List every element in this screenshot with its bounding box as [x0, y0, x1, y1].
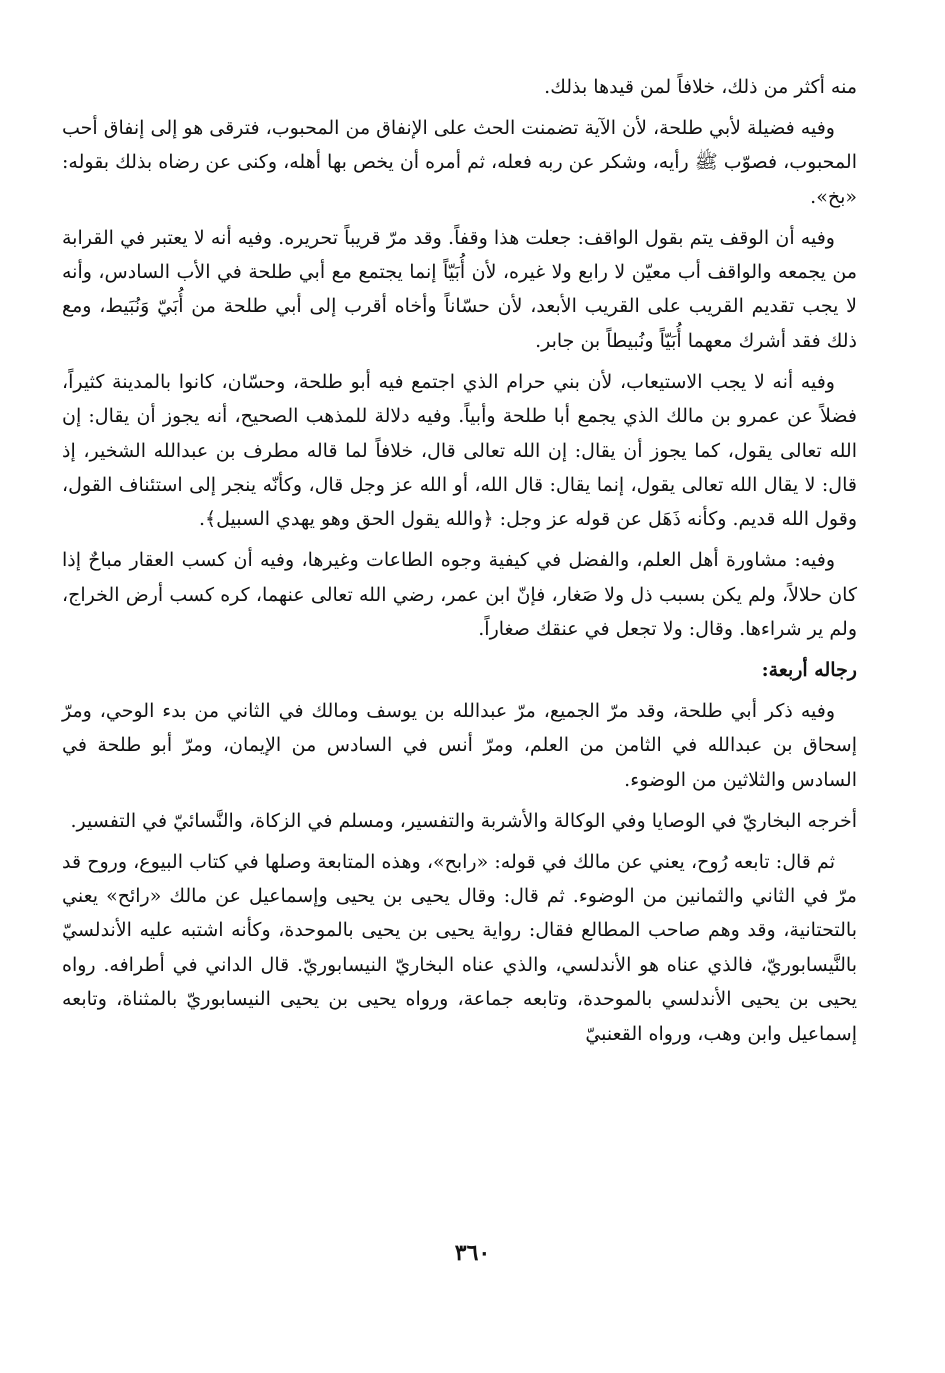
document-body: [62, 70, 857, 1057]
paragraph-1: منه أكثر من ذلك، خلافاً لمن قيدها بذلك.: [544, 76, 857, 98]
paragraph-8: ثم قال: تابعه رُوح، يعني عن مالك في قوله: «رابح»، وهذه المتابعة وصلها في كتاب البيوع، وروح قد مرّ في الثاني والثمانين من الوضوء. ثم قال: وقال يحيى بن يحيى وإسماعيل عن مالك «رائح» يعني بالتحتانية، وقد وهم صاحب المطالع فقال: رواية يحيى بن يحيى بالموحدة، وكأنه اشتبه عليه الأندلسيّ بالنَّيسابوريّ، فالذي عناه هو الأندلسي، والذي عناه البخاريّ النيسابوريّ. قال الداني في أطرافه. رواه يحيى بن يحيى الأندلسي بالموحدة، وتابعه جماعة، ورواه يحيى بن يحيى النيسابوريّ بالمثناة، وتابعه إسماعيل وابن وهب، ورواه القعنبيّ: [62, 850, 857, 1045]
paragraph-2: وفيه فضيلة لأبي طلحة، لأن الآية تضمنت الحث على الإنفاق من المحبوب، فترقى هو إلى إنفاق أحب المحبوب، فصوّب ﷺ رأيه، وشكر عن ربه فعله، ثم أمره أن يخص بها أهله، وكنى عن رضاه بذلك بقوله: «بخ».: [62, 116, 857, 208]
paragraph-3: وفيه أن الوقف يتم بقول الواقف: جعلت هذا وقفاً. وقد مرّ قريباً تحريره. وفيه أنه لا يعتبر في القرابة من يجمعه والواقف أب معيّن لا رابع ولا غيره، لأن أُبَيّاً إنما يجتمع مع أبي طلحة في الأب السادس، وأنه لا يجب تقديم القريب على القريب الأبعد، لأن حسّاناً وأخاه أقرب إلى أبي طلحة من أُبَيّ وَنُبَيط، ومع ذلك فقد أشرك معهما أُبَيّاً ونُبيطاً بن جابر.: [62, 226, 857, 352]
paragraph-7: أخرجه البخاريّ في الوصايا وفي الوكالة والأشربة والتفسير، ومسلم في الزكاة، والنَّسائيّ في التفسير.: [70, 809, 857, 832]
paragraph-5: وفيه: مشاورة أهل العلم، والفضل في كيفية وجوه الطاعات وغيرها، وفيه أن كسب العقار مباحٌ إذا كان حلالاً، ولم يكن بسبب ذل ولا صَغار، فإنّ ابن عمر، رضي الله تعالى عنهما، كره كسب أرض الخراج، ولم ير شراءها. وقال: ولا تجعل في عنقك صغاراً.: [62, 549, 857, 641]
paragraph-6: وفيه ذكر أبي طلحة، وقد مرّ الجميع، مرّ عبدالله بن يوسف ومالك في الثاني من بدء الوحي، ومرّ إسحاق بن عبدالله في الثامن من العلم، ومرّ أنس في السادس من الإيمان، ومرّ أبو طلحة في السادس والثلاثين من الوضوء.: [62, 699, 857, 791]
page-number: ٣٦٠: [454, 1240, 491, 1266]
section-heading: رجاله أربعة:: [761, 659, 857, 681]
paragraph-4: وفيه أنه لا يجب الاستيعاب، لأن بني حرام الذي اجتمع فيه أبو طلحة، وحسّان، كانوا بالمدينة كثيراً، فضلاً عن عمرو بن مالك الذي يجمع أبا طلحة وأبياً. وفيه دلالة للمذهب الصحيح، أنه يجوز أن يقال: إن الله تعالى يقول، كما يجوز أن يقال: إن الله تعالى قال، خلافاً لما قاله مطرف بن عبدالله الشخير، إذ قال: لا يقال الله تعالى يقول، إنما يقال: قال الله، أو الله عز وجل قال، وكأنّه ينجر إلى استئناف القول، وقول الله قديم. وكأنه ذَهَل عن قوله عز وجل: ﴿والله يقول الحق وهو يهدي السبيل﴾.: [62, 370, 857, 531]
